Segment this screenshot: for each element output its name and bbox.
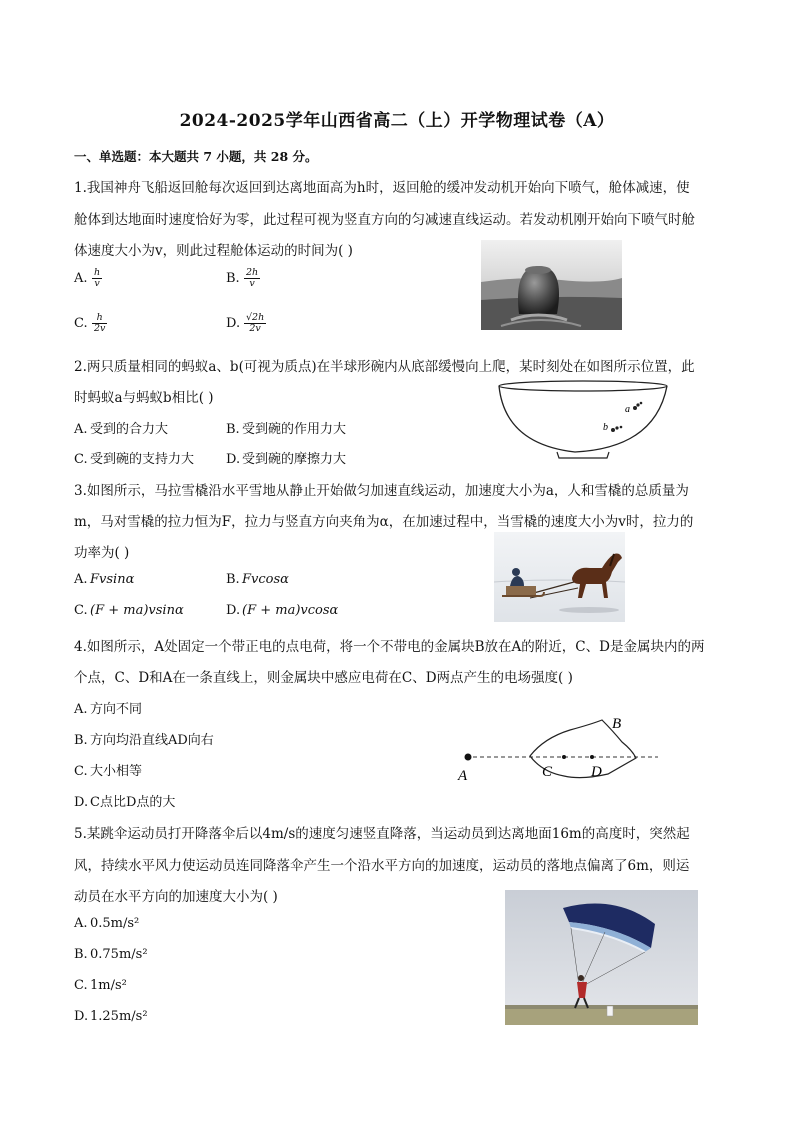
q4-option-a[interactable]: A. 方向不同 — [74, 702, 143, 717]
point-charge-icon — [465, 754, 472, 761]
q2-option-d[interactable]: D. 受到碗的摩擦力大 — [226, 452, 347, 467]
q1-line-3: 体速度大小为v，则此过程舱体运动的时间为( ) — [74, 243, 353, 259]
label-D: D — [591, 764, 602, 780]
parachute-photo — [505, 890, 698, 1025]
q5-option-b[interactable]: B. 0.75m/s² — [74, 947, 148, 962]
q4-option-b[interactable]: B. 方向均沿直线AD向右 — [74, 733, 214, 748]
ant-a-icon — [633, 402, 642, 410]
q1-option-b[interactable]: B. $\frac{2h}{v}$ — [226, 267, 259, 289]
label-A: A — [458, 768, 468, 784]
ant-b-icon — [611, 426, 622, 432]
q3-line-1: 3.如图所示，马拉雪橇沿水平雪地从静止开始做匀加速直线运动，加速度大小为a，人和雪橇的总质量为 — [74, 483, 689, 499]
label-B: B — [612, 716, 622, 732]
q1-option-c[interactable]: C. $\frac{h}{2v}$ — [74, 312, 106, 334]
q1-line-2: 舱体到达地面时速度恰好为零，此过程可视为竖直方向的匀减速直线运动。若发动机刚开始向下喷气时舱 — [74, 212, 695, 228]
q1-option-b-fraction: $\frac{2h}{v}$ — [246, 267, 259, 289]
q2-option-b[interactable]: B. 受到碗的作用力大 — [226, 422, 347, 437]
q5-line-3: 动员在水平方向的加速度大小为( ) — [74, 889, 278, 905]
q5-option-c[interactable]: C. 1m/s² — [74, 978, 127, 993]
q4-option-c[interactable]: C. 大小相等 — [74, 764, 143, 779]
exam-title: 2024-2025学年山西省高二（上）开学物理试卷（A） — [179, 111, 615, 131]
q5-option-a[interactable]: A. 0.5m/s² — [74, 916, 140, 931]
q3-option-b[interactable]: B. Fvcosα — [226, 572, 289, 587]
q4-option-d[interactable]: D. C点比D点的大 — [74, 795, 176, 810]
q5-line-2: 风，持续水平风力使运动员连同降落伞产生一个沿水平方向的加速度，运动员的落地点偏离了6m，则运 — [74, 858, 690, 874]
q1-option-a[interactable]: A. $\frac{h}{v}$ — [74, 267, 101, 289]
q2-line-2: 时蚂蚁a与蚂蚁b相比( ) — [74, 390, 214, 406]
q1-line-1: 1.我国神舟飞船返回舱每次返回到达离地面高为h时，返回舱的缓冲发动机开始向下喷气，舱体减速，使 — [74, 180, 690, 196]
q1-option-c-fraction: $\frac{h}{2v}$ — [94, 312, 106, 334]
q3-line-2: m，马对雪橇的拉力恒为F，拉力与竖直方向夹角为α，在加速过程中，当雪橇的速度大小为v时，拉力的 — [74, 514, 694, 530]
bowl-figure — [495, 378, 675, 460]
horse-sled-photo — [494, 532, 625, 622]
parachutist-icon — [578, 975, 584, 981]
rider-icon — [512, 568, 520, 576]
q1-option-d[interactable]: D. $\frac{√2h}{2v}$ — [226, 312, 265, 334]
q1-option-a-fraction: $\frac{h}{v}$ — [94, 267, 101, 289]
q2-option-c[interactable]: C. 受到碗的支持力大 — [74, 452, 195, 467]
q3-option-a[interactable]: A. Fvsinα — [74, 572, 135, 587]
q2-line-1: 2.两只质量相同的蚂蚁a、b(可视为质点)在半球形碗内从底部缓慢向上爬，某时刻处在如图所示位置，此 — [74, 359, 695, 375]
q4-line-1: 4.如图所示，A处固定一个带正电的点电荷，将一个不带电的金属块B放在A的附近，C、D是金属块内的两 — [74, 639, 705, 655]
section-heading: 一、单选题：本大题共 7 小题，共 28 分。 — [74, 149, 318, 164]
q3-option-d[interactable]: D. (F + ma)vcosα — [226, 603, 339, 618]
capsule-photo — [481, 240, 622, 330]
q3-line-3: 功率为( ) — [74, 545, 130, 561]
charge-block-figure — [452, 708, 664, 788]
label-b: b — [603, 422, 608, 433]
q3-option-c[interactable]: C. (F + ma)vsinα — [74, 603, 184, 618]
q1-option-d-fraction: $\frac{√2h}{2v}$ — [246, 312, 265, 334]
q4-line-2: 个点，C、D和A在一条直线上，则金属块中感应电荷在C、D两点产生的电场强度( ) — [74, 670, 573, 686]
q2-option-a[interactable]: A. 受到的合力大 — [74, 422, 169, 437]
label-C: C — [542, 764, 553, 780]
q5-line-1: 5.某跳伞运动员打开降落伞后以4m/s的速度匀速竖直降落，当运动员到达离地面16m的高度时，突然起 — [74, 826, 690, 842]
q5-option-d[interactable]: D. 1.25m/s² — [74, 1009, 148, 1024]
label-a: a — [625, 404, 630, 415]
